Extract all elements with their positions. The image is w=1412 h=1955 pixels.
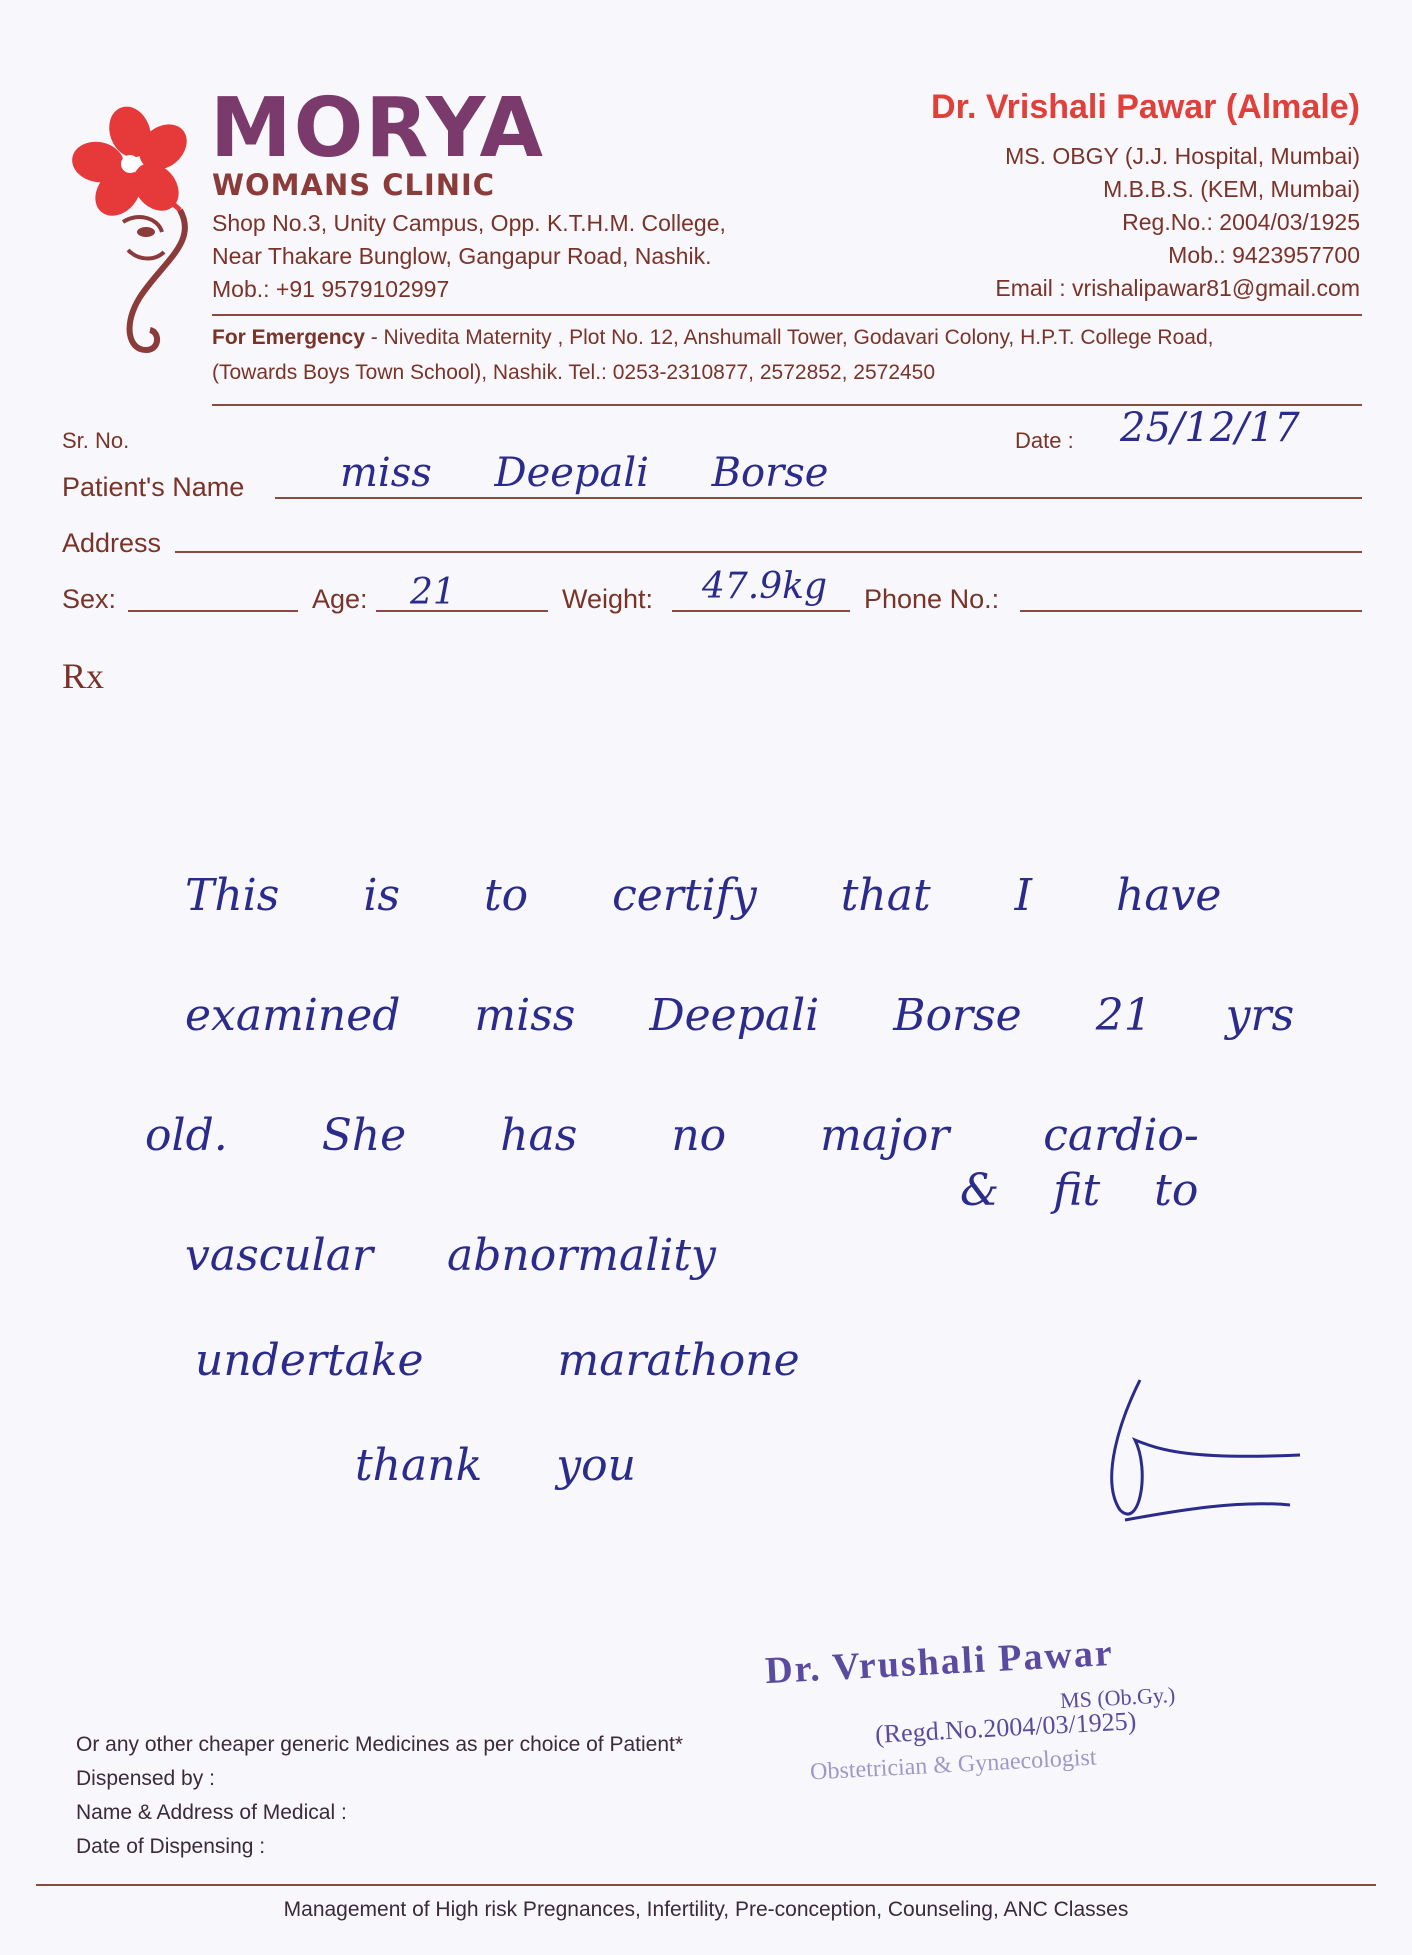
doctor-mobile: Mob.: 9423957700 xyxy=(1168,242,1360,268)
address-label: Address xyxy=(62,528,162,558)
doctor-name: Dr. Vrishali Pawar (Almale) xyxy=(931,88,1360,126)
stamp-name: Dr. Vrushali Pawar xyxy=(764,1631,1115,1693)
stamp-registration: (Regd.No.2004/03/1925) xyxy=(874,1706,1137,1749)
stamp-title: Obstetrician & Gynaecologist xyxy=(809,1744,1098,1786)
dispensing-date-label: Date of Dispensing : xyxy=(76,1835,266,1858)
note-line-3b: & fit to xyxy=(960,1165,1199,1216)
weight-value: 47.9kg xyxy=(702,566,828,607)
sex-line xyxy=(128,610,298,612)
doctor-registration: Reg.No.: 2004/03/1925 xyxy=(1122,209,1360,235)
patient-name-line xyxy=(275,497,1362,499)
clinic-name: WOMANS CLINIC xyxy=(212,168,496,202)
clinic-logo-emblem xyxy=(68,92,198,362)
emergency-label: For Emergency xyxy=(212,326,365,349)
doctor-signature xyxy=(1090,1360,1310,1540)
sr-no-label: Sr. No. xyxy=(62,428,130,453)
clinic-address-line2: Near Thakare Bunglow, Gangapur Road, Nashik. xyxy=(212,243,712,269)
services-line: Management of High risk Pregnances, Infertility, Pre-conception, Counseling, ANC Classes xyxy=(283,1898,1129,1921)
doctor-qualification-2: M.B.B.S. (KEM, Mumbai) xyxy=(1103,176,1360,202)
age-line xyxy=(376,610,548,612)
note-line-6: thank you xyxy=(355,1440,636,1491)
stamp-qualification: MS (Ob.Gy.) xyxy=(1059,1682,1176,1714)
note-line-3: old. She has no major cardio- xyxy=(145,1110,1199,1161)
doctor-email: Email : vrishalipawar81@gmail.com xyxy=(995,275,1360,301)
address-line xyxy=(175,551,1362,553)
note-line-5: undertake marathone xyxy=(195,1335,800,1386)
age-value: 21 xyxy=(410,572,456,613)
generic-medicine-note: Or any other cheaper generic Medicines as per choice of Patient* xyxy=(76,1733,684,1756)
weight-line xyxy=(672,610,850,612)
date-label: Date : xyxy=(1015,428,1074,453)
medical-address-label: Name & Address of Medical : xyxy=(76,1801,347,1824)
phone-label: Phone No.: xyxy=(864,584,1000,614)
header-divider xyxy=(212,314,1362,316)
note-line-4: vascular abnormality xyxy=(185,1230,716,1281)
clinic-logo-text: MORYA xyxy=(210,81,545,176)
clinic-address-line1: Shop No.3, Unity Campus, Opp. K.T.H.M. College, xyxy=(212,210,726,236)
dispensed-by-label: Dispensed by : xyxy=(76,1767,215,1790)
emergency-address: - Nivedita Maternity , Plot No. 12, Anshumall Tower, Godavari Colony, H.P.T. College Road, xyxy=(364,326,1214,349)
note-line-2: examined miss Deepali Borse 21 yrs xyxy=(185,990,1295,1041)
phone-line xyxy=(1020,610,1362,612)
emergency-line1 xyxy=(212,326,1213,350)
weight-label: Weight: xyxy=(562,584,654,614)
rx-symbol: Rx xyxy=(62,656,105,696)
footer-divider xyxy=(36,1884,1376,1886)
doctor-qualification-1: MS. OBGY (J.J. Hospital, Mumbai) xyxy=(1005,143,1360,169)
patient-name-label: Patient's Name xyxy=(62,472,245,502)
patient-name-value: miss Deepali Borse xyxy=(340,450,829,496)
emergency-line2: (Towards Boys Town School), Nashik. Tel.: 0253-2310877, 2572852, 2572450 xyxy=(212,361,936,384)
clinic-mobile: Mob.: +91 9579102997 xyxy=(212,276,450,302)
age-label: Age: xyxy=(312,584,368,614)
date-value: 25/12/17 xyxy=(1120,405,1300,451)
sex-label: Sex: xyxy=(62,584,117,614)
note-line-1: This is to certify that I have xyxy=(185,870,1222,921)
